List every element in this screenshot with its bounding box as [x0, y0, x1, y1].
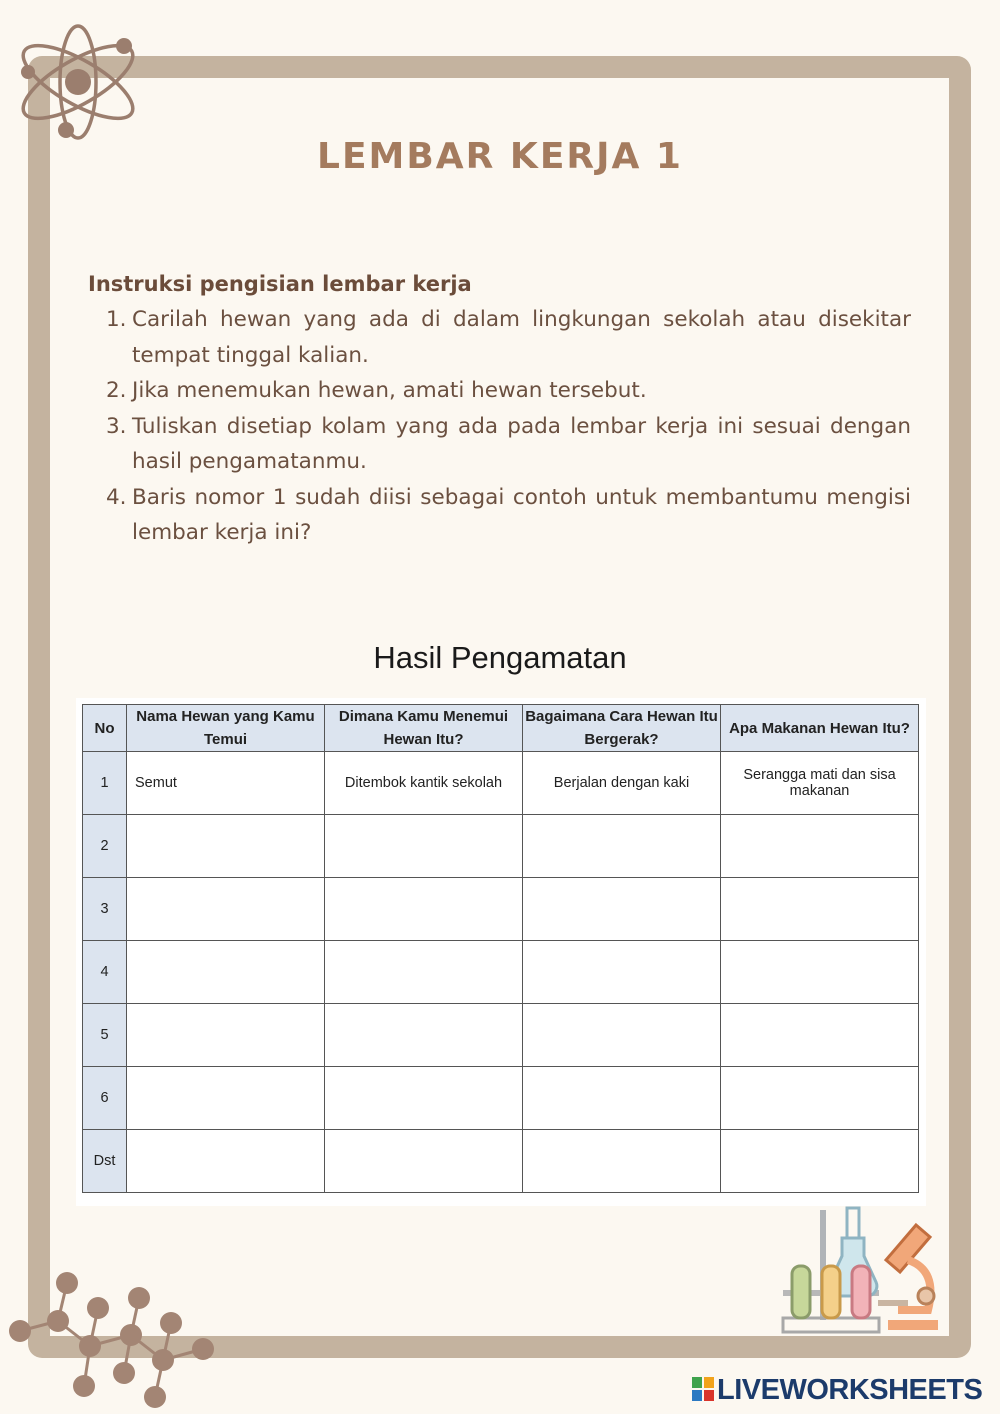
answer-cell[interactable]	[523, 878, 721, 941]
table-row	[83, 878, 919, 941]
answer-cell[interactable]	[325, 1004, 523, 1067]
header-no: No	[83, 705, 127, 752]
observation-table	[82, 704, 919, 1193]
example-cell: Ditembok kantik sekolah	[325, 752, 523, 815]
table-row	[83, 1067, 919, 1130]
answer-cell[interactable]	[523, 1067, 721, 1130]
answer-cell[interactable]	[721, 1004, 919, 1067]
instruction-item	[88, 409, 911, 480]
instructions-heading: Instruksi pengisian lembar kerja	[88, 272, 472, 296]
instruction-text: Jika menemukan hewan, amati hewan tersebut.	[132, 378, 647, 403]
header-movement: Bagaimana Cara Hewan Itu Bergerak?	[523, 705, 721, 752]
answer-cell[interactable]	[721, 815, 919, 878]
row-number: 3	[83, 878, 127, 941]
instruction-number: 2.	[106, 378, 127, 403]
liveworksheets-logo	[692, 1374, 982, 1406]
observation-table-container	[76, 698, 926, 1206]
answer-cell[interactable]	[127, 1004, 325, 1067]
header-food: Apa Makanan Hewan Itu?	[721, 705, 919, 752]
table-header-row	[83, 705, 919, 752]
table-title: Hasil Pengamatan	[373, 640, 627, 675]
answer-cell[interactable]	[127, 941, 325, 1004]
atom-icon	[8, 20, 148, 150]
answer-cell[interactable]	[523, 815, 721, 878]
instruction-item	[88, 302, 911, 373]
instruction-item	[88, 480, 911, 551]
row-number: 1	[83, 752, 127, 815]
liveworksheets-logo-icon	[692, 1377, 714, 1401]
row-number: 2	[83, 815, 127, 878]
table-row	[83, 1130, 919, 1193]
instructions	[88, 272, 911, 551]
answer-cell[interactable]	[325, 1067, 523, 1130]
answer-cell[interactable]	[325, 878, 523, 941]
instruction-number: 4.	[106, 484, 127, 510]
instruction-number: 1.	[106, 307, 127, 332]
answer-cell[interactable]	[127, 815, 325, 878]
answer-cell[interactable]	[721, 878, 919, 941]
row-number: 5	[83, 1004, 127, 1067]
answer-cell[interactable]	[523, 941, 721, 1004]
example-cell: Semut	[127, 752, 325, 815]
answer-cell[interactable]	[721, 1067, 919, 1130]
instruction-list	[88, 302, 911, 551]
example-cell: Berjalan dengan kaki	[523, 752, 721, 815]
header-location: Dimana Kamu Menemui Hewan Itu?	[325, 705, 523, 752]
lab-equipment-icon	[778, 1200, 948, 1340]
page-title: LEMBAR KERJA 1	[317, 136, 683, 177]
instruction-text: Carilah hewan yang ada di dalam lingkungan sekolah atau disekitar tempat tinggal kalian.	[132, 307, 911, 368]
instruction-number: 3.	[106, 413, 127, 439]
answer-cell[interactable]	[127, 878, 325, 941]
table-row	[83, 1004, 919, 1067]
molecule-icon	[0, 1265, 230, 1414]
answer-cell[interactable]	[325, 815, 523, 878]
answer-cell[interactable]	[127, 1130, 325, 1193]
row-number: Dst	[83, 1130, 127, 1193]
example-cell: Serangga mati dan sisa makanan	[721, 752, 919, 815]
table-row	[83, 752, 919, 815]
instruction-text: Tuliskan disetiap kolam yang ada pada lembar kerja ini sesuai dengan hasil pengamatanmu.	[132, 413, 911, 474]
answer-cell[interactable]	[721, 1130, 919, 1193]
instruction-text: Baris nomor 1 sudah diisi sebagai contoh untuk membantumu mengisi lembar kerja ini?	[132, 484, 911, 545]
answer-cell[interactable]	[325, 941, 523, 1004]
answer-cell[interactable]	[523, 1130, 721, 1193]
brand-text: LIVEWORKSHEETS	[717, 1374, 983, 1406]
header-animal-name: Nama Hewan yang Kamu Temui	[127, 705, 325, 752]
answer-cell[interactable]	[721, 941, 919, 1004]
answer-cell[interactable]	[325, 1130, 523, 1193]
answer-cell[interactable]	[523, 1004, 721, 1067]
row-number: 4	[83, 941, 127, 1004]
table-row	[83, 815, 919, 878]
answer-cell[interactable]	[127, 1067, 325, 1130]
table-row	[83, 941, 919, 1004]
row-number: 6	[83, 1067, 127, 1130]
instruction-item	[88, 373, 911, 409]
